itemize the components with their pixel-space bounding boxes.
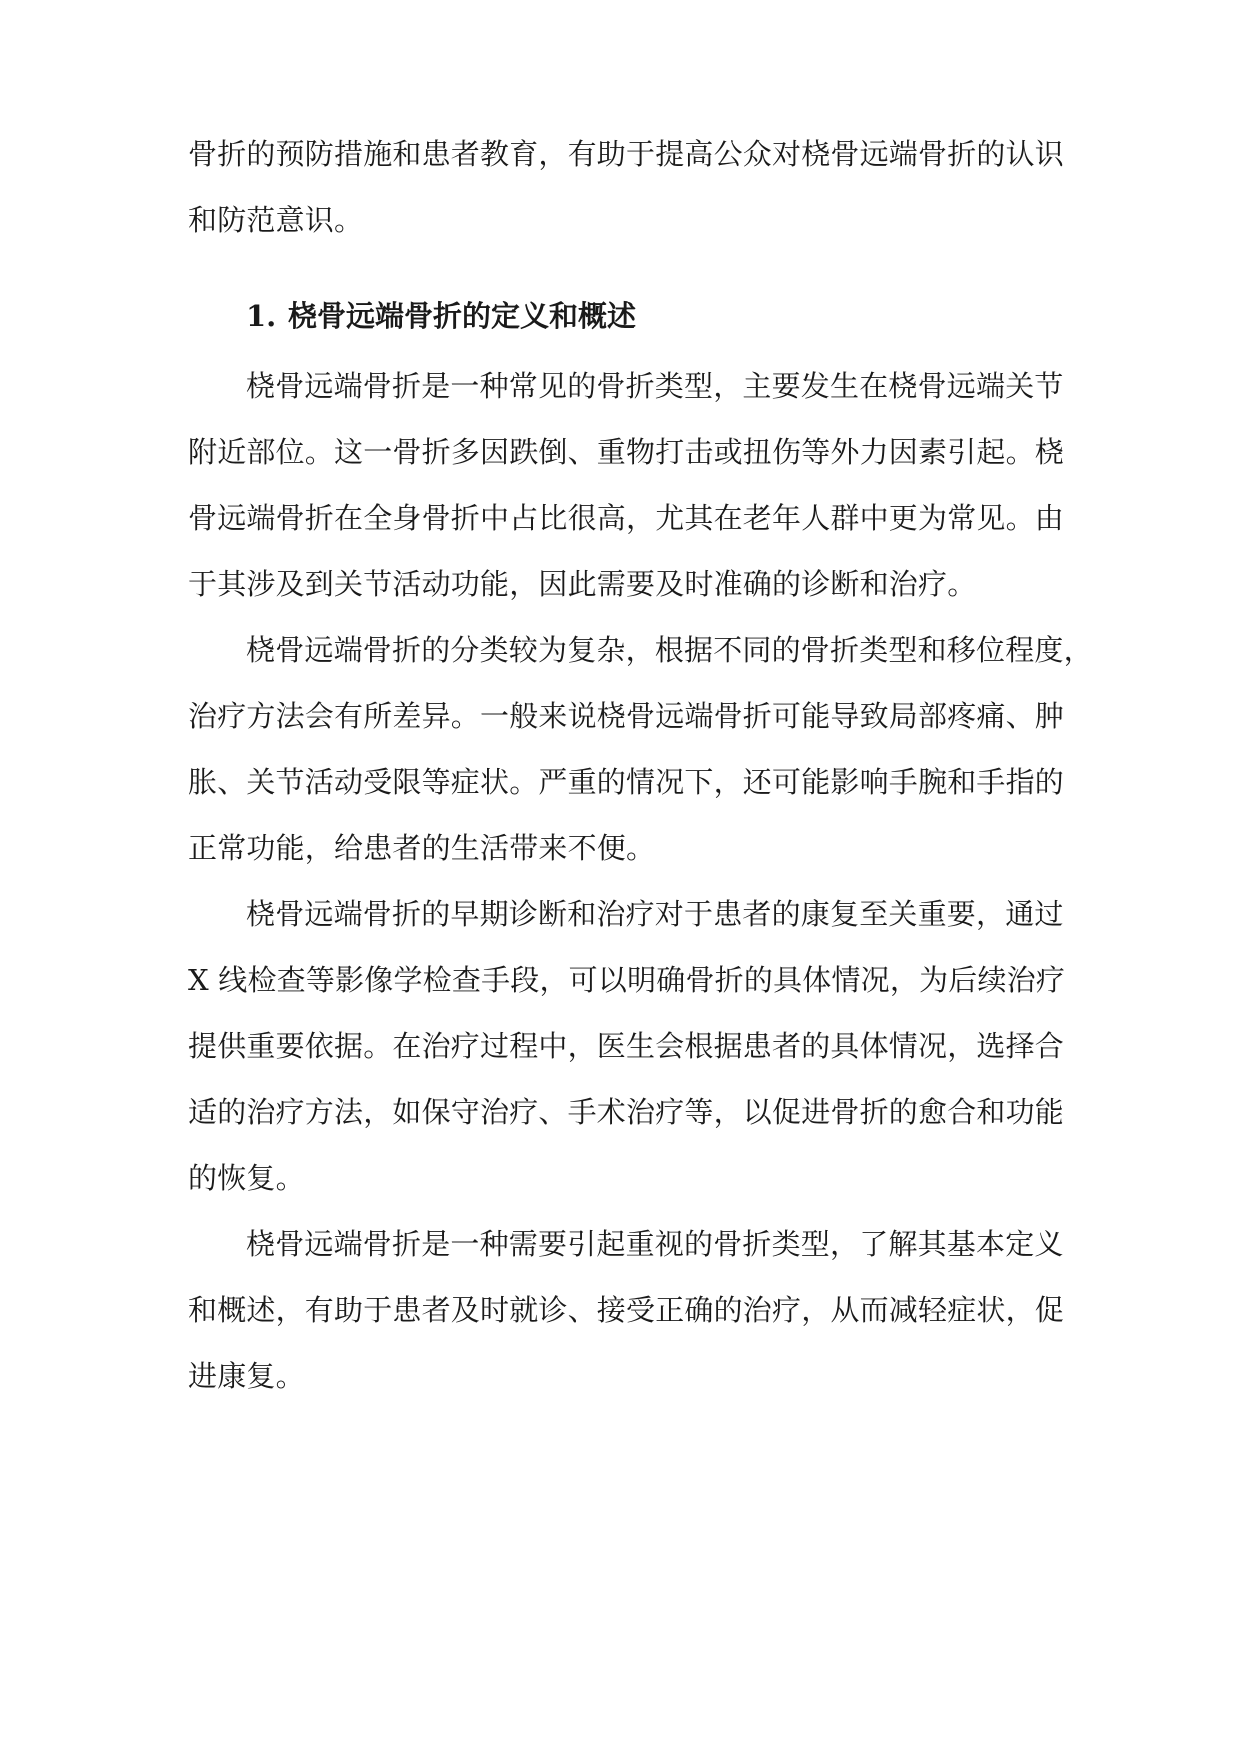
section-number: 1.	[246, 299, 277, 333]
section-title: 桡骨远端骨折的定义和概述	[288, 299, 637, 333]
paragraph-4-line-3: 进康复。	[188, 1359, 305, 1393]
paragraph-1-line-4: 于其涉及到关节活动功能，因此需要及时准确的诊断和治疗。	[188, 567, 977, 601]
section-heading	[246, 296, 636, 336]
paragraph-1-line-2: 附近部位。这一骨折多因跌倒、重物打击或扭伤等外力因素引起。桡	[188, 435, 1065, 469]
paragraph-3-line-3: 提供重要依据。在治疗过程中，医生会根据患者的具体情况，选择合	[188, 1029, 1065, 1063]
paragraph-1-line-3: 骨远端骨折在全身骨折中占比很高，尤其在老年人群中更为常见。由	[188, 501, 1065, 535]
intro-line-1: 骨折的预防措施和患者教育，有助于提高公众对桡骨远端骨折的认识	[188, 137, 1065, 171]
paragraph-3-line-5: 的恢复。	[188, 1161, 305, 1195]
paragraph-3-line-4: 适的治疗方法，如保守治疗、手术治疗等，以促进骨折的愈合和功能	[188, 1095, 1065, 1129]
paragraph-2-line-1: 桡骨远端骨折的分类较为复杂，根据不同的骨折类型和移位程度，	[246, 633, 1093, 667]
paragraph-2-line-4: 正常功能，给患者的生活带来不便。	[188, 831, 656, 865]
paragraph-3-line-2: X 线检查等影像学检查手段，可以明确骨折的具体情况，为后续治疗	[188, 963, 1066, 997]
paragraph-1-line-1: 桡骨远端骨折是一种常见的骨折类型，主要发生在桡骨远端关节	[246, 369, 1064, 403]
intro-line-2: 和防范意识。	[188, 203, 364, 237]
paragraph-4-line-2: 和概述，有助于患者及时就诊、接受正确的治疗，从而减轻症状，促	[188, 1293, 1065, 1327]
paragraph-2-line-2: 治疗方法会有所差异。一般来说桡骨远端骨折可能导致局部疼痛、肿	[188, 699, 1065, 733]
paragraph-2-line-3: 胀、关节活动受限等症状。严重的情况下，还可能影响手腕和手指的	[188, 765, 1065, 799]
paragraph-4-line-1: 桡骨远端骨折是一种需要引起重视的骨折类型，了解其基本定义	[246, 1227, 1064, 1261]
paragraph-3-line-1: 桡骨远端骨折的早期诊断和治疗对于患者的康复至关重要，通过	[246, 897, 1064, 931]
